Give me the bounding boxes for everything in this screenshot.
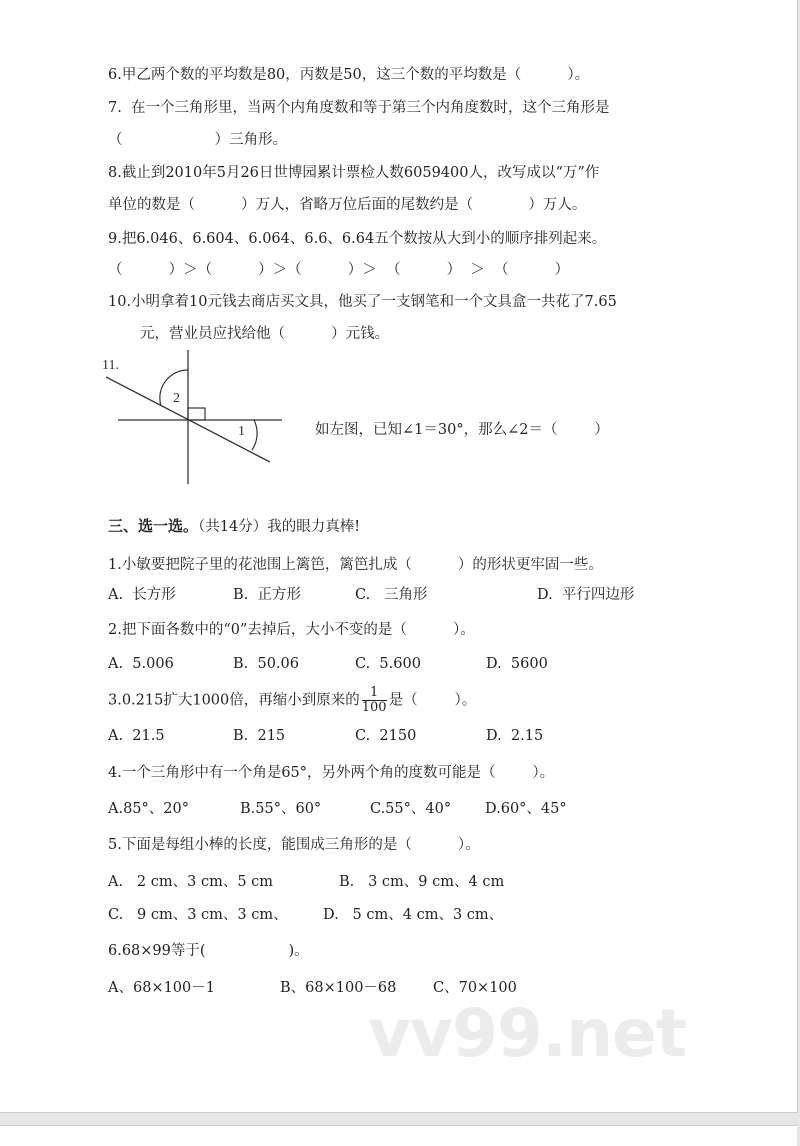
option-c: C. 三角形 (355, 587, 428, 603)
option-d: D.60°、45° (485, 801, 567, 817)
option-c: C. 2150 (355, 728, 417, 744)
option-d: D. 5 cm、4 cm、3 cm、 (323, 907, 504, 923)
option-a: A. 21.5 (108, 728, 165, 744)
option-c: C、70×100 (433, 980, 517, 996)
option-c: C.55°、40° (370, 801, 452, 817)
option-c: C. 5.600 (355, 656, 421, 672)
option-b: B. 正方形 (233, 587, 301, 603)
question-8-cont: 单位的数是（ ）万人，省略万位后面的尾数约是（ ）万人。 (108, 197, 587, 213)
question-8: 8.截止到2010年5月26日世博园累计票检人数6059400人，改写成以“万”作 (108, 165, 600, 181)
watermark: vv99.net (368, 995, 687, 1072)
question-11-number: 11. (102, 358, 119, 373)
option-b: B. 3 cm、9 cm、4 cm (339, 874, 505, 890)
option-a: A.85°、20° (108, 801, 189, 817)
angle-1-label: 1 (238, 424, 245, 439)
option-d: D. 平行四边形 (537, 587, 635, 603)
choice-question-5: 5.下面是每组小棒的长度，能围成三角形的是（ ）。 (108, 837, 480, 853)
option-c: C. 9 cm、3 cm、3 cm、 (108, 907, 288, 923)
choice-question-3 (108, 686, 476, 715)
option-a: A. 长方形 (108, 587, 176, 603)
question-11-text: 如左图，已知∠1＝30°，那么∠2＝（ ） (315, 422, 609, 438)
question-text: 3.0.215扩大1000倍，再缩小到原来的 (108, 692, 360, 709)
choice-question-1: 1.小敏要把院子里的花池围上篱笆，篱笆扎成（ ）的形状更牢固一些。 (108, 557, 603, 573)
question-6: 6.甲乙两个数的平均数是80，丙数是50，这三个数的平均数是（ ）。 (108, 67, 590, 83)
angle-figure (100, 350, 310, 490)
option-d: D. 5600 (486, 656, 548, 672)
option-b: B、68×100－68 (280, 980, 397, 996)
choice-question-2: 2.把下面各数中的“0”去掉后，大小不变的是（ ）。 (108, 622, 475, 638)
question-10: 10.小明拿着10元钱去商店买文具，他买了一支钢笔和一个文具盒一共花了7.65 (108, 294, 617, 310)
option-b: B. 50.06 (233, 656, 299, 672)
option-d: D. 2.15 (486, 728, 544, 744)
question-10-cont: 元，营业员应找给他（ ）元钱。 (140, 326, 390, 342)
denominator: 100 (361, 700, 387, 715)
numerator: 1 (362, 686, 387, 701)
section-3-subtitle: （共14分）我的眼力真棒! (198, 519, 361, 535)
section-3-title: 三、选一选。 (108, 517, 199, 535)
question-7-cont: （ ）三角形。 (108, 132, 288, 148)
question-text: 是（ ）。 (388, 692, 477, 709)
fraction (362, 686, 387, 715)
option-b: B.55°、60° (240, 801, 322, 817)
next-page (0, 1125, 797, 1146)
option-b: B. 215 (233, 728, 286, 744)
option-a: A. 5.006 (108, 656, 174, 672)
question-9-cont: （ ）＞（ ）＞（ ）＞ （ ） ＞ （ ） (108, 262, 570, 278)
question-9: 9.把6.046、6.604、6.064、6.6、6.64五个数按从大到小的顺序排列起来。 (108, 231, 607, 247)
section-3-heading (108, 516, 360, 537)
choice-question-4: 4.一个三角形中有一个角是65°，另外两个角的度数可能是（ ）。 (108, 765, 555, 781)
option-a: A. 2 cm、3 cm、5 cm (108, 874, 274, 890)
option-a: A、68×100－1 (108, 980, 215, 996)
angle-2-label: 2 (173, 391, 180, 406)
choice-question-6: 6.68×99等于( )。 (108, 943, 309, 959)
question-7: 7. 在一个三角形里，当两个内角度数和等于第三个内角度数时，这个三角形是 (108, 100, 610, 116)
